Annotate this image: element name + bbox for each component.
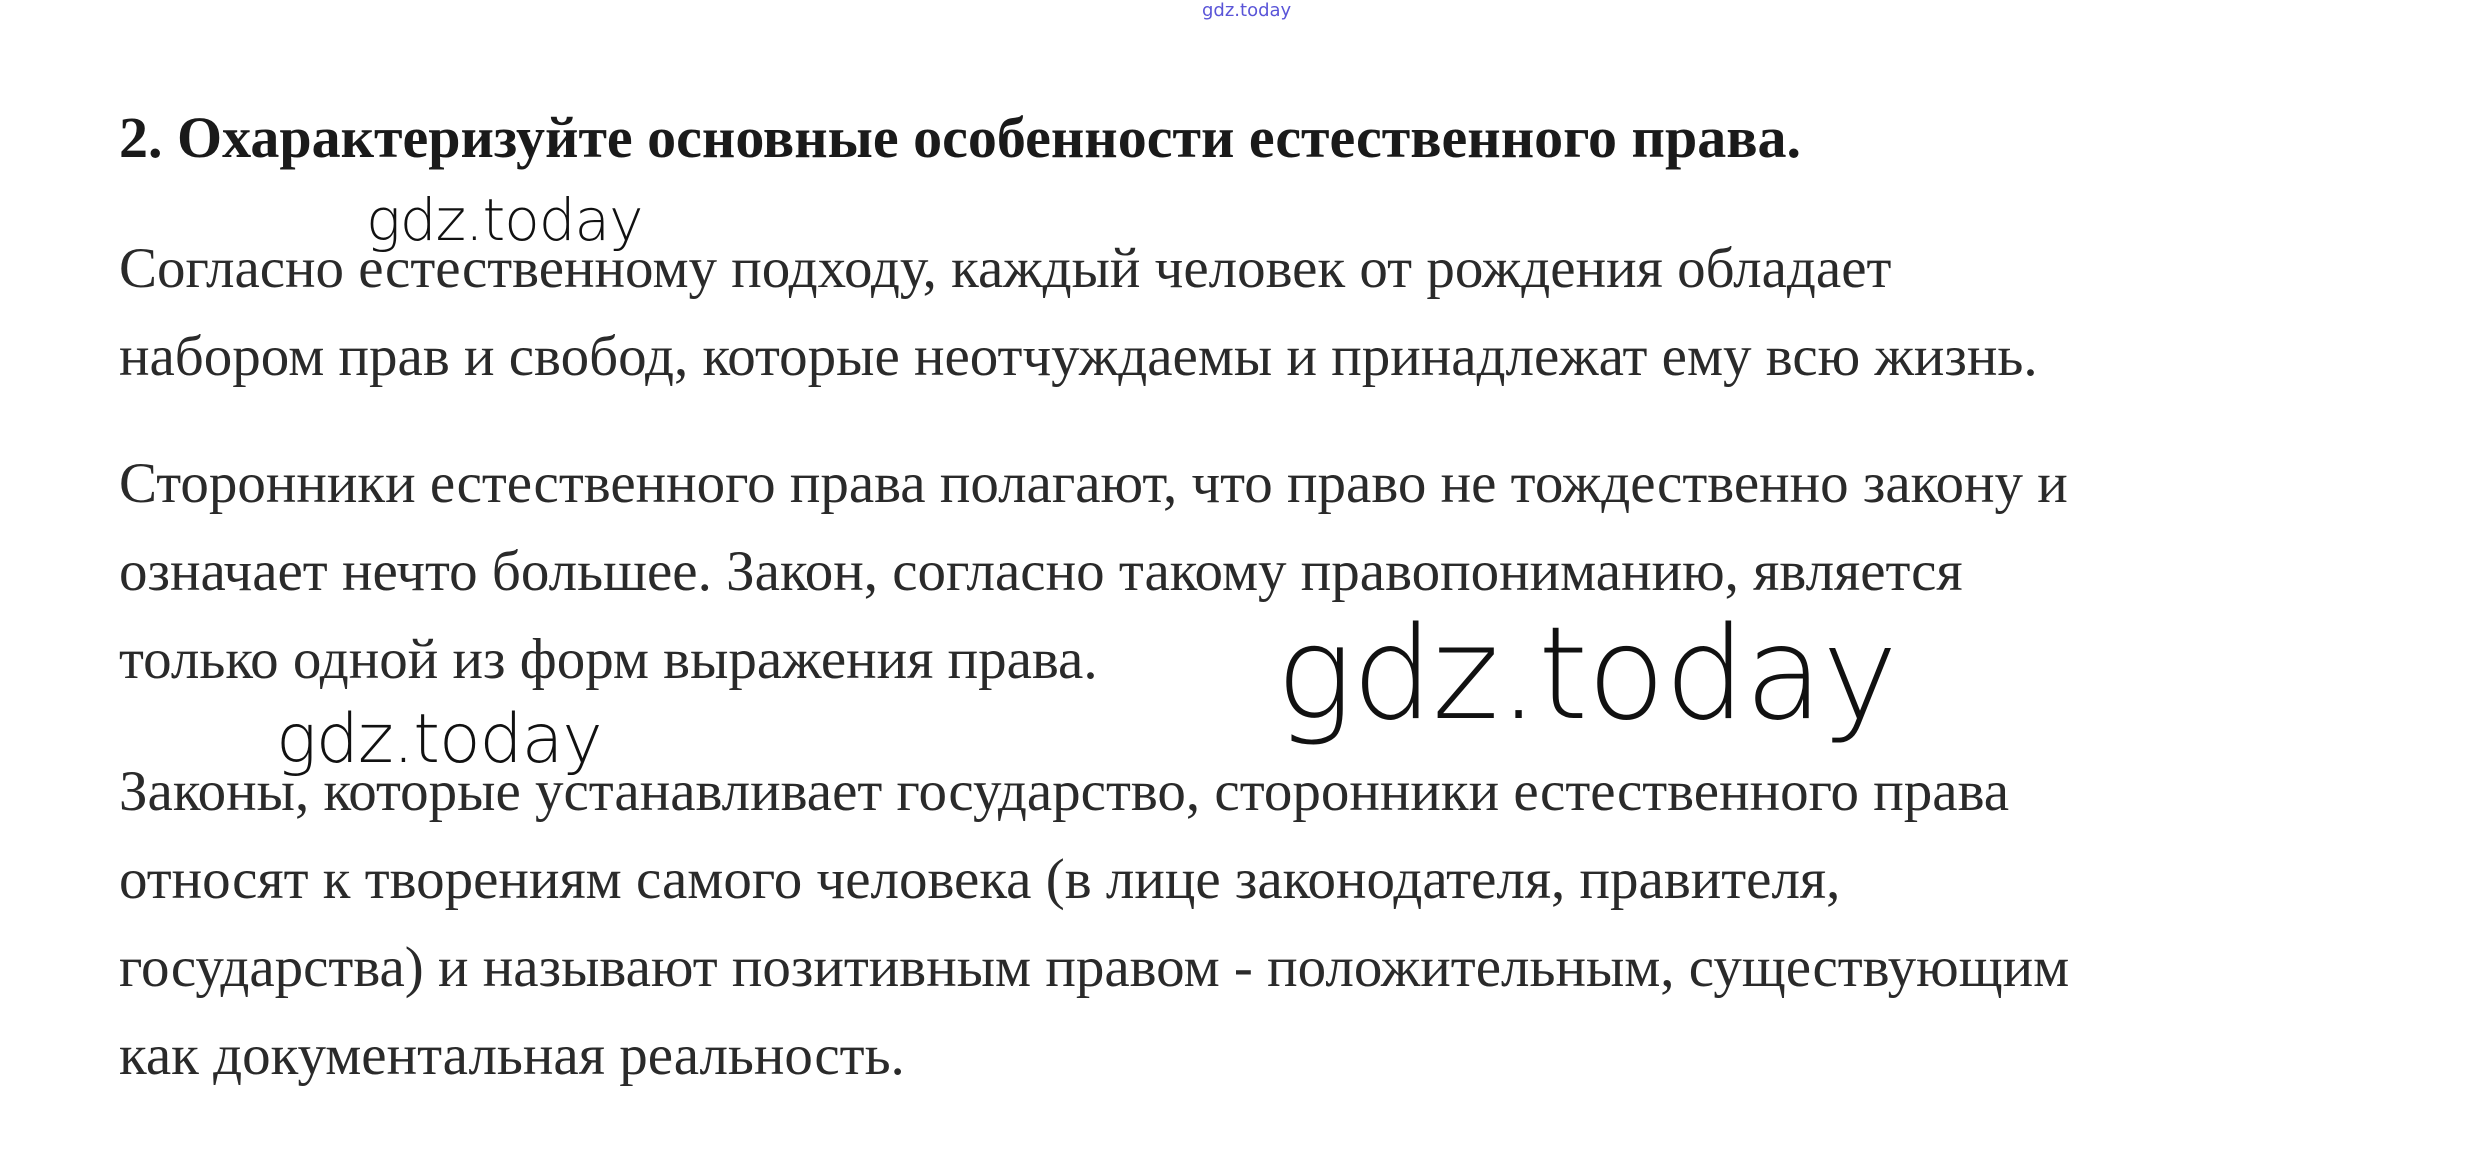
paragraph-line: Согласно естественному подходу, каждый человек от рождения обладает <box>119 237 1892 300</box>
answer-paragraph-3 <box>119 748 2069 1100</box>
paragraph-line: набором прав и свобод, которые неотчуждаемы и принадлежат ему всю жизнь. <box>119 325 2038 388</box>
paragraph-line: как документальная реальность. <box>119 1024 905 1087</box>
top-watermark: gdz.today <box>1202 0 1292 21</box>
question-heading: 2. Охарактеризуйте основные особенности естественного права. <box>119 105 1802 170</box>
paragraph-line: только одной из форм выражения права. <box>119 628 1098 691</box>
paragraph-line: Сторонники естественного права полагают, что право не тождественно закону и <box>119 452 2068 515</box>
paragraph-line: означает нечто большее. Закон, согласно такому правопониманию, является <box>119 540 1963 603</box>
watermark-overlay: gdz.today <box>366 186 643 254</box>
watermark-overlay: gdz.today <box>276 700 602 779</box>
paragraph-line: относят к творениям самого человека (в лице законодателя, правителя, <box>119 848 1841 911</box>
paragraph-line: Законы, которые устанавливает государство, сторонники естественного права <box>119 760 2010 823</box>
paragraph-line: государства) и называют позитивным правом - положительным, существующим <box>119 936 2070 999</box>
watermark-overlay-large: gdz.today <box>1276 600 1897 749</box>
